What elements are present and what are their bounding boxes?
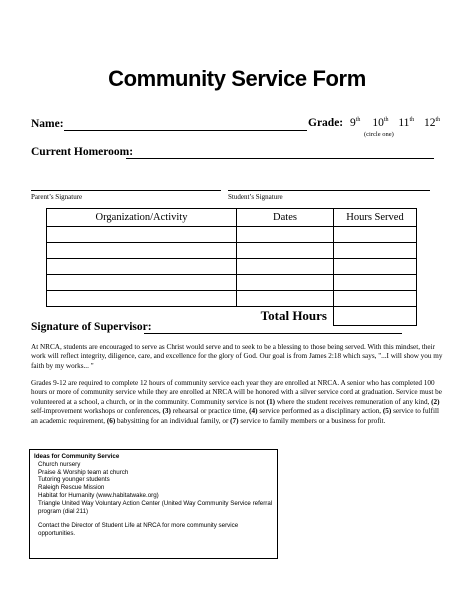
item-number: (6): [106, 416, 116, 425]
item-number: (2): [431, 397, 440, 406]
dates-cell[interactable]: [237, 227, 334, 243]
dates-cell[interactable]: [237, 259, 334, 275]
item-text: babysitting for an individual family, or: [115, 416, 231, 425]
grade-suffix: th: [409, 117, 415, 124]
grade-suffix: th: [355, 117, 361, 124]
supervisor-signature-field[interactable]: [144, 333, 402, 334]
column-header-hours: Hours Served: [334, 209, 417, 227]
mission-paragraph: At NRCA, students are encouraged to serve as Christ would serve and to seek to be a blessing to those being served. With this mindset, their work will reflect integrity, diligence, care, and excellence for the glory of God. Our goal is from James 2:18 which says, "...I will show you my faith by my works... ": [31, 343, 443, 370]
list-item: Church nursery: [38, 460, 81, 468]
homeroom-label: Current Homeroom:: [31, 146, 134, 158]
column-header-dates: Dates: [237, 209, 334, 227]
table-row: [47, 243, 417, 259]
dates-cell[interactable]: [237, 291, 334, 307]
page-title: Community Service Form: [108, 66, 366, 91]
item-number: (3): [162, 407, 171, 416]
item-text: rehearsal or practice time,: [170, 407, 250, 416]
grade-selector: [308, 117, 440, 129]
parent-signature-field[interactable]: [31, 190, 221, 191]
ideas-box: [29, 449, 278, 559]
contact-note: Contact the Director of Student Life at NRCA for more community service opportunities.: [38, 522, 239, 538]
list-item: Tutoring younger students: [38, 476, 110, 484]
item-number: (1): [266, 397, 276, 406]
table-row: [47, 227, 417, 243]
dates-cell[interactable]: [237, 275, 334, 291]
hours-cell[interactable]: [334, 275, 417, 291]
item-number: (5): [382, 407, 392, 416]
grade-option-11[interactable]: [398, 117, 414, 129]
hours-cell[interactable]: [334, 259, 417, 275]
grade-num: 11: [398, 117, 410, 129]
organization-cell[interactable]: [47, 291, 237, 307]
parent-signature-label: Parent’s Signature: [31, 193, 83, 201]
list-item: Habitat for Humanity (www.habitatwake.org): [38, 491, 159, 499]
name-field[interactable]: [64, 130, 307, 131]
grade-suffix: th: [383, 117, 389, 124]
organization-cell[interactable]: [47, 243, 237, 259]
requirements-paragraph: [31, 379, 443, 426]
hours-cell[interactable]: [334, 227, 417, 243]
grade-option-12[interactable]: [424, 117, 440, 129]
hours-cell[interactable]: [334, 291, 417, 307]
table-row: [47, 275, 417, 291]
supervisor-label: Signature of Supervisor:: [31, 321, 152, 333]
table-row: [47, 259, 417, 275]
dates-cell[interactable]: [237, 243, 334, 259]
student-signature-field[interactable]: [228, 190, 430, 191]
ideas-heading: Ideas for Community Service: [34, 453, 120, 460]
hours-cell[interactable]: [334, 243, 417, 259]
grade-num: 12: [423, 117, 436, 129]
name-label: Name:: [31, 118, 64, 130]
homeroom-field[interactable]: [126, 158, 434, 159]
item-text: self-improvement workshops or conferences,: [31, 407, 163, 416]
item-text: service to family members or a business for profit.: [238, 416, 386, 425]
table-header-row: [47, 209, 417, 227]
circle-one-note: (circle one): [364, 131, 394, 138]
list-item: Praise & Worship team at church: [38, 468, 129, 476]
organization-cell[interactable]: [47, 227, 237, 243]
grade-num: 9: [350, 117, 356, 129]
grade-num: 10: [372, 117, 384, 129]
list-item: Raleigh Rescue Mission: [38, 484, 105, 492]
grade-option-10[interactable]: [372, 117, 388, 129]
item-text: where the student receives remuneration of any kind,: [275, 397, 432, 406]
item-text: service to fulfill an academic requirement,: [31, 407, 439, 425]
grade-suffix: th: [435, 117, 441, 124]
list-item: Triangle United Way Voluntary Action Center (United Way Community Service referral program (dial 211): [38, 499, 273, 515]
column-header-organization: Organization/Activity: [47, 209, 237, 227]
grade-label: Grade:: [308, 117, 344, 129]
item-text: service performed as a disciplinary action,: [257, 407, 383, 416]
item-number: (7): [230, 416, 239, 425]
organization-cell[interactable]: [47, 259, 237, 275]
grade-option-9[interactable]: [350, 117, 360, 129]
service-hours-table: [46, 208, 417, 326]
table-row: [47, 291, 417, 307]
organization-cell[interactable]: [47, 275, 237, 291]
requirements-intro: Grades 9-12 are required to complete 12 hours of community service each year they are enrolled at NRCA. A senior who has completed 100 hours or more of community service while they are enrolled at NRCA will be honored with a silver service cord at graduation. Service must be volunteered at a school, a church, or in the community. Community service is not: [31, 379, 442, 406]
total-hours-cell[interactable]: [334, 307, 417, 326]
item-number: (4): [249, 407, 258, 416]
student-signature-label: Student’s Signature: [228, 193, 283, 201]
total-hours-label: Total Hours: [260, 308, 327, 323]
